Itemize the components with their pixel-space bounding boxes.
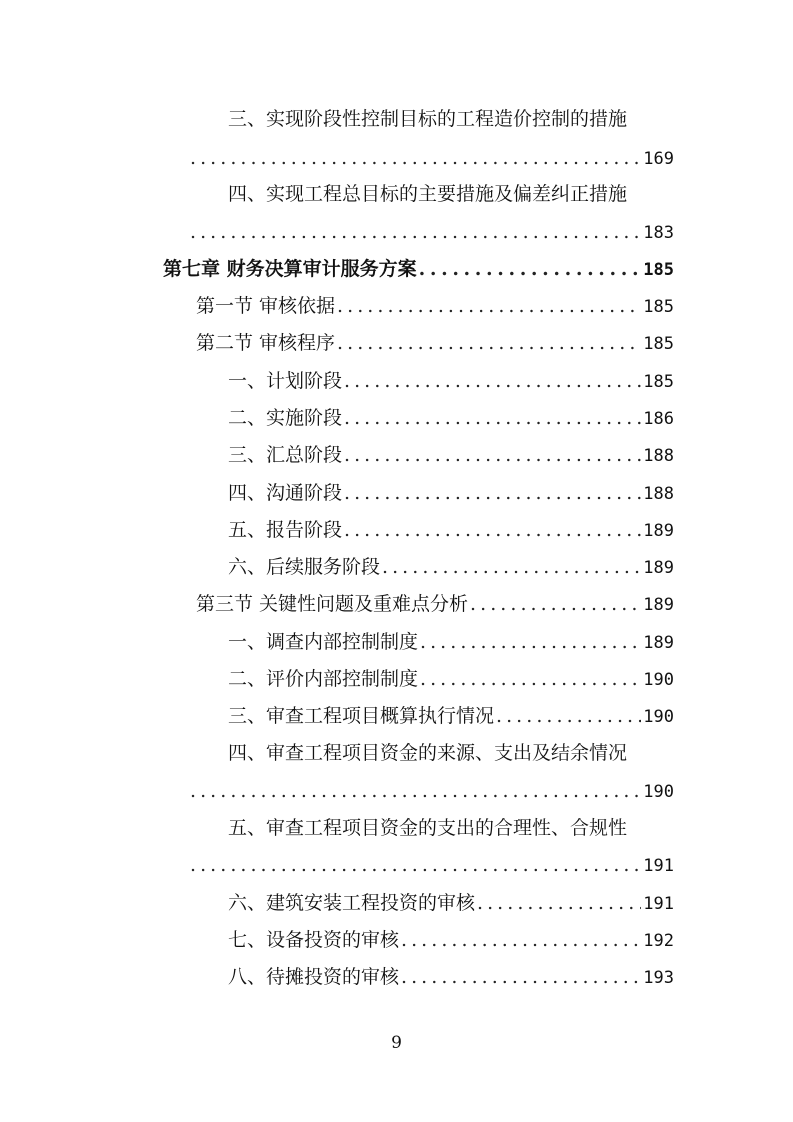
toc-entry-title: 五、审查工程项目资金的支出的合理性、合规性 — [228, 817, 628, 839]
toc-page-number: 191 — [643, 894, 674, 914]
toc-entry-title: 三、汇总阶段 — [228, 444, 343, 466]
toc-page-number: 185 — [643, 372, 674, 392]
toc-page-number: 185 — [643, 297, 674, 317]
dot-leader — [401, 965, 641, 989]
toc-entry-title: 八、待摊投资的审核 — [228, 966, 400, 988]
toc-page-number: 191 — [643, 856, 674, 876]
toc-page-number: 188 — [643, 446, 674, 466]
toc-item-row[interactable] — [228, 891, 674, 915]
toc-item-row[interactable] — [228, 481, 674, 505]
dot-leader — [420, 667, 641, 691]
toc-page-number: 190 — [643, 670, 674, 690]
dot-leader — [496, 704, 641, 728]
dot-leader — [344, 518, 641, 542]
toc-entry-title: 六、后续服务阶段 — [228, 556, 381, 578]
toc-section-row[interactable] — [196, 331, 674, 355]
toc-page-number: 193 — [643, 968, 674, 988]
toc-item-row[interactable] — [228, 667, 674, 691]
toc-page-number: 185 — [643, 260, 674, 280]
toc-chapter-row[interactable] — [163, 257, 674, 281]
dot-leader — [420, 630, 641, 654]
toc-page-number: 188 — [643, 484, 674, 504]
toc-entry-title: 四、实现工程总目标的主要措施及偏差纠正措施 — [228, 183, 628, 205]
toc-item-row[interactable] — [228, 369, 674, 393]
toc-item-row[interactable] — [228, 555, 674, 579]
toc-entry-title: 第七章 财务决算审计服务方案 — [163, 258, 417, 280]
toc-entry-title: 一、调查内部控制制度 — [228, 631, 419, 653]
dot-leader — [419, 257, 642, 281]
toc-entry-title: 二、评价内部控制制度 — [228, 668, 419, 690]
toc-page-number: 189 — [643, 558, 674, 578]
dot-leader — [344, 406, 641, 430]
toc-item-row[interactable] — [228, 518, 674, 542]
toc-entry-title: 六、建筑安装工程投资的审核 — [228, 892, 476, 914]
dot-leader — [477, 891, 641, 915]
toc-page-number: 183 — [643, 223, 674, 243]
toc-entry-title: 第一节 审核依据 — [196, 295, 336, 317]
toc-entry-leader-row — [190, 853, 674, 877]
dot-leader — [470, 592, 641, 616]
dot-leader — [382, 555, 641, 579]
dot-leader — [190, 779, 641, 803]
toc-item-row[interactable] — [228, 704, 674, 728]
dot-leader — [190, 146, 641, 170]
toc-page-number: 186 — [643, 409, 674, 429]
toc-entry-title: 四、沟通阶段 — [228, 482, 343, 504]
toc-entry-title: 七、设备投资的审核 — [228, 929, 400, 951]
toc-item-row[interactable] — [228, 928, 674, 952]
toc-entry-title: 四、审查工程项目资金的来源、支出及结余情况 — [228, 742, 628, 764]
dot-leader — [401, 928, 641, 952]
toc-page-number: 189 — [643, 633, 674, 653]
toc-section-row[interactable] — [196, 294, 674, 318]
dot-leader — [344, 369, 641, 393]
toc-entry-leader-row — [190, 220, 674, 244]
toc-entry-title: 一、计划阶段 — [228, 370, 343, 392]
toc-page-number: 189 — [643, 595, 674, 615]
toc-entry-title: 二、实施阶段 — [228, 407, 343, 429]
toc-entry-title: 第三节 关键性问题及重难点分析 — [196, 593, 469, 615]
page-footer-number: 9 — [391, 1033, 402, 1053]
toc-page-number: 190 — [643, 782, 674, 802]
toc-entry-title: 三、实现阶段性控制目标的工程造价控制的措施 — [228, 108, 628, 130]
toc-section-row[interactable] — [196, 592, 674, 616]
toc-page-number: 169 — [643, 149, 674, 169]
toc-entry-title: 第二节 审核程序 — [196, 332, 336, 354]
toc-page-number: 192 — [643, 931, 674, 951]
toc-item-row[interactable] — [228, 406, 674, 430]
toc-entry-leader-row — [190, 779, 674, 803]
toc-page-number: 189 — [643, 521, 674, 541]
toc-entry-title: 三、审查工程项目概算执行情况 — [228, 705, 495, 727]
dot-leader — [337, 294, 641, 318]
toc-page-number: 190 — [643, 707, 674, 727]
toc-entry-title: 五、报告阶段 — [228, 519, 343, 541]
dot-leader — [190, 853, 641, 877]
toc-entry-leader-row — [190, 146, 674, 170]
dot-leader — [344, 481, 641, 505]
toc-page-number: 185 — [643, 334, 674, 354]
toc-item-row[interactable] — [228, 443, 674, 467]
dot-leader — [337, 331, 641, 355]
toc-item-row[interactable] — [228, 630, 674, 654]
toc-item-row[interactable] — [228, 965, 674, 989]
dot-leader — [190, 220, 641, 244]
dot-leader — [344, 443, 641, 467]
